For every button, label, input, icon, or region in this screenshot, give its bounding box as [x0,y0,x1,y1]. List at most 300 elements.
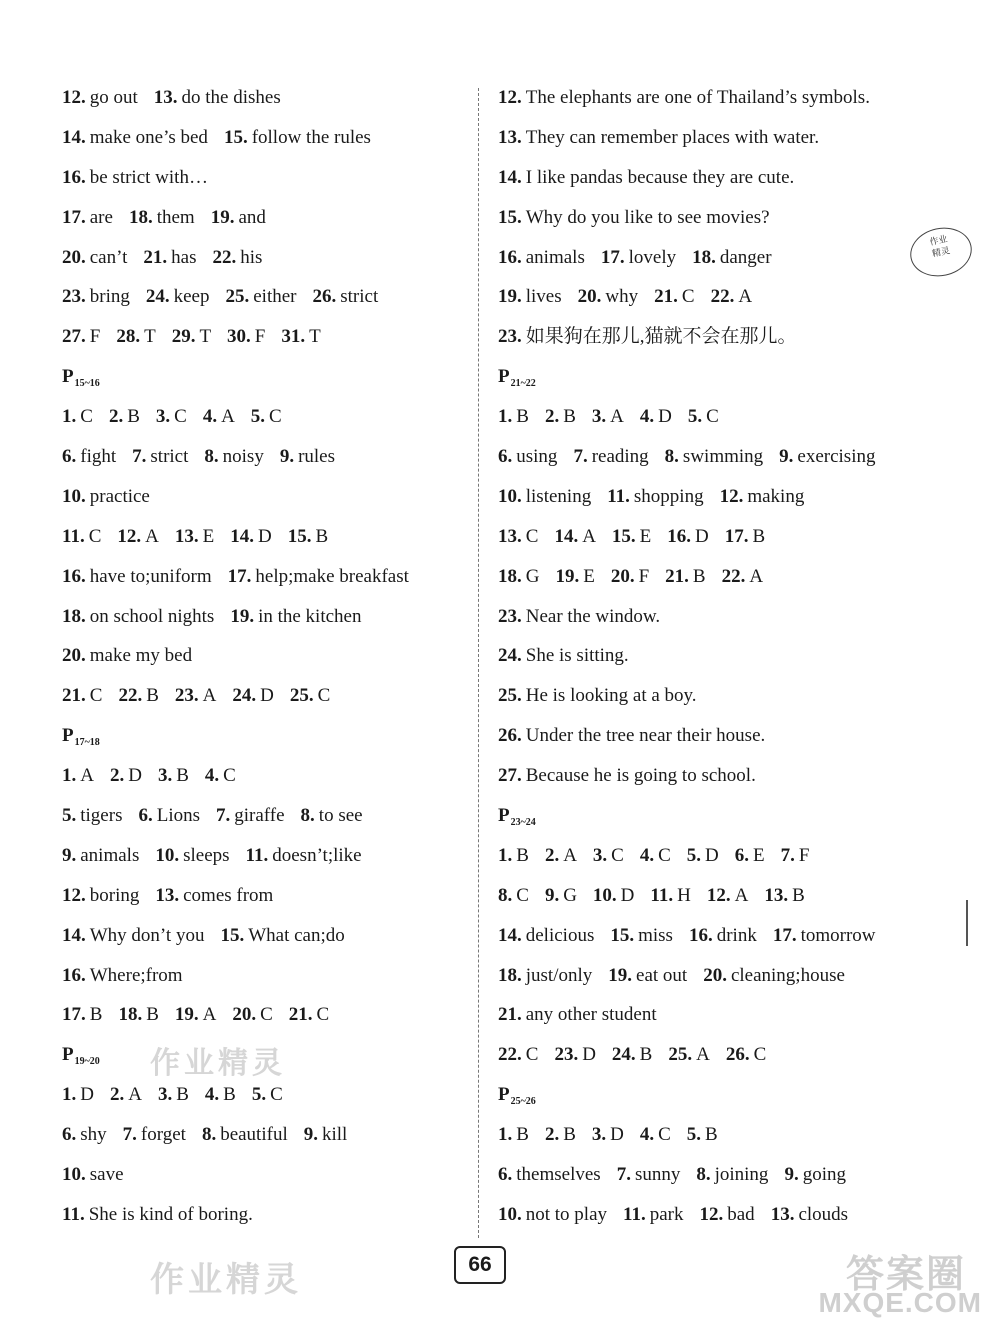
answer-item [227,317,265,357]
answer-text: B [127,406,140,428]
answer-text: them [156,206,195,228]
answer-text: C [270,1084,283,1106]
answer-item [146,277,210,317]
question-number: 29. [171,326,196,348]
answer-text: tomorrow [800,924,876,946]
answer-text: D [610,1124,624,1146]
page-range-label: P [498,805,510,827]
answer-item [62,636,192,676]
question-number: 14. [498,924,522,946]
answer-item [62,756,94,796]
answer-row [62,277,462,317]
question-number: 13. [764,884,789,906]
answer-item [654,277,694,317]
question-number: 24. [611,1044,636,1066]
answer-text: help;make breakfast [255,565,409,587]
answer-text: make my bed [89,645,193,667]
answer-text: F [89,326,101,348]
question-number: 24. [232,685,257,707]
question-number: 22. [710,286,735,308]
answer-text: F [798,844,810,866]
answer-item [175,995,216,1035]
page-range-subscript: 21~22 [510,378,536,390]
answer-text: forget [140,1124,186,1146]
answer-item [735,836,765,876]
page-range-heading [498,796,918,836]
question-number: 22. [498,1044,522,1066]
question-number: 9. [62,844,77,866]
answer-text: She is kind of boring. [88,1203,253,1225]
answer-text: I like pandas because they are cute. [525,166,795,188]
answer-item [62,995,102,1035]
answer-row [498,118,918,158]
question-number: 19. [498,286,522,308]
answer-text: A [749,565,764,587]
question-number: 9. [779,446,794,468]
answer-item [62,597,214,637]
answer-text: C [658,844,671,866]
question-number: 7. [122,1124,137,1146]
site-logo-url: MXQE.COM [818,1287,982,1318]
answer-text: B [223,1084,236,1106]
answer-row [62,796,462,836]
answer-item [62,277,130,317]
question-number: 7. [780,844,795,866]
answer-text: do the dishes [181,87,281,108]
answer-text: delicious [525,924,595,946]
question-number: 5. [686,844,702,866]
question-number: 18. [692,246,716,268]
answer-row [498,277,918,317]
question-number: 16. [688,924,713,946]
answer-item [607,477,703,517]
answer-text: E [583,565,595,587]
answer-item [156,397,187,437]
answer-item [62,158,208,198]
question-number: 2. [544,406,560,428]
question-number: 9. [784,1164,799,1186]
question-number: 6. [62,446,77,468]
answer-item [498,557,539,597]
answer-text: miss [638,924,673,946]
question-number: 23. [554,1044,579,1066]
answer-text: swimming [682,446,764,468]
answer-text: D [80,1084,94,1106]
answer-text: B [516,844,529,866]
answer-text: sunny [634,1164,681,1186]
answer-item [211,198,266,238]
answer-item [612,1035,652,1075]
answer-row [62,836,462,876]
answer-item [498,437,557,477]
question-number: 11. [62,1203,85,1225]
answer-text: D [695,525,709,547]
question-number: 4. [204,765,220,787]
question-number: 10. [155,844,180,866]
answer-row [498,1155,918,1195]
question-number: 13. [174,525,199,547]
answer-text: C [316,1004,330,1026]
answer-row [62,437,462,477]
answer-item [116,317,155,357]
answer-item [593,836,624,876]
question-number: 1. [62,406,77,428]
question-number: 27. [498,765,522,787]
answer-text: C [260,1004,273,1026]
question-number: 5. [251,1084,267,1106]
question-number: 3. [157,765,173,787]
question-number: 12. [62,884,86,906]
answer-text: animals [80,844,140,866]
answer-text: go out [89,87,138,108]
answer-item [498,118,819,158]
question-number: 17. [772,924,797,946]
answer-row [498,517,918,557]
answer-item [610,916,673,956]
answer-text: B [705,1124,718,1146]
answer-row [498,916,918,956]
question-number: 7. [216,805,231,827]
question-number: 2. [109,1084,125,1106]
answer-item [123,1115,186,1155]
answer-text: can’t [89,246,128,268]
question-number: 14. [62,924,86,946]
answer-item [301,796,363,836]
answer-item [251,397,282,437]
answer-item [62,956,183,996]
answer-text: rules [298,446,336,468]
answer-item [498,198,770,238]
question-number: 13. [498,126,522,148]
answer-text: shy [80,1124,107,1146]
answer-text: C [753,1044,767,1066]
question-number: 15. [610,924,635,946]
answer-text: why [605,286,639,308]
answer-item [281,317,320,357]
answer-row [498,836,918,876]
question-number: 12. [498,87,522,108]
answer-row [62,397,462,437]
answer-text: has [171,246,197,268]
answer-item [498,716,765,756]
answer-item [573,437,648,477]
question-number: 22. [212,246,237,268]
question-number: 31. [281,326,306,348]
answer-item [204,437,263,477]
answer-item [313,277,379,317]
question-number: 30. [227,326,251,348]
answer-row [62,477,462,517]
question-number: 14. [498,166,522,188]
question-number: 22. [721,565,746,587]
question-number: 26. [312,286,337,308]
question-number: 16. [667,525,692,547]
answer-item [725,517,765,557]
answer-text: C [525,525,539,547]
answer-text: D [128,765,142,787]
answer-item [665,557,705,597]
answer-text: C [516,884,529,906]
answer-item [593,876,634,916]
answer-item [62,1155,124,1195]
question-number: 15. [611,525,636,547]
answer-item [498,916,594,956]
question-number: 10. [498,1203,522,1225]
question-number: 18. [62,605,86,627]
answer-item [290,676,330,716]
answer-text: exercising [797,446,876,468]
answer-row [62,118,462,158]
question-number: 14. [230,525,254,547]
answer-item [62,118,208,158]
question-number: 7. [573,446,588,468]
site-logo-cn: 答案圈 [845,1252,966,1296]
page-range-label: P [498,366,510,388]
question-number: 5. [62,805,77,827]
answer-text: A [738,286,753,308]
question-number: 16. [62,964,86,986]
answer-text: beautiful [220,1124,288,1146]
answer-item [592,1115,624,1155]
answer-text: T [199,326,212,348]
question-number: 12. [117,525,142,547]
answer-row [498,1115,918,1155]
answer-text: C [88,525,102,547]
answer-item [62,517,101,557]
answer-text: not to play [525,1203,608,1225]
answer-item [498,78,870,118]
answer-item [668,1035,709,1075]
question-number: 1. [498,1124,513,1146]
answer-row [498,756,918,796]
question-number: 8. [204,446,219,468]
answer-text: and [238,206,266,228]
watermark-bottom: 作业精灵 [150,1260,302,1300]
answer-column-right [498,78,918,1235]
answer-text: C [525,1044,539,1066]
answer-text: C [269,406,282,428]
question-number: 5. [250,406,266,428]
answer-item [155,876,273,916]
answer-item [280,437,335,477]
answer-item [689,916,757,956]
answer-item [498,756,756,796]
answer-text: bad [727,1203,755,1225]
question-number: 26. [725,1044,750,1066]
answer-item [498,876,529,916]
answer-text: D [582,1044,596,1066]
answer-item [498,158,794,198]
answer-text: Why do you like to see movies? [525,206,770,228]
answer-row [62,1115,462,1155]
question-number: 15. [498,206,522,228]
answer-item [143,238,196,278]
answer-text: boring [89,884,140,906]
answer-text: have to;uniform [89,565,212,587]
question-number: 4. [639,1124,655,1146]
question-number: 3. [592,844,608,866]
answer-text: F [254,326,266,348]
question-number: 9. [303,1124,318,1146]
answer-item [722,557,763,597]
answer-item [720,477,805,517]
answer-item [224,118,371,158]
answer-row [62,238,462,278]
answer-row [498,876,918,916]
answer-text: E [639,525,652,547]
answer-row [62,1195,462,1235]
question-number: 8. [664,446,679,468]
answer-item [212,238,262,278]
answer-row [62,317,462,357]
question-number: 11. [245,844,269,866]
column-divider [478,88,479,1238]
answer-item [498,317,797,357]
answer-row [498,238,918,278]
question-number: 23. [498,326,522,348]
answer-item [175,676,216,716]
site-logo [786,1243,986,1323]
answer-item [764,876,804,916]
answer-text: cleaning;house [730,964,845,986]
answer-item [687,1115,718,1155]
answer-item [692,238,771,278]
question-number: 4. [202,406,218,428]
answer-item [554,517,595,557]
answer-text: strict [340,286,379,308]
answer-text: A [563,844,577,866]
question-number: 22. [118,685,143,707]
answer-row [62,636,462,676]
answer-item [62,557,212,597]
answer-text: D [658,406,672,428]
answer-text: Because he is going to school. [525,765,756,787]
answer-item [62,477,150,517]
answer-text: C [80,406,93,428]
answer-item [232,676,273,716]
answer-item [665,437,763,477]
answer-item [220,916,344,956]
answer-item [498,1155,601,1195]
page-range-label: P [62,1044,74,1066]
question-number: 6. [62,1124,77,1146]
answer-text: C [706,406,719,428]
answer-item [617,1155,681,1195]
question-number: 28. [116,326,141,348]
question-number: 20. [577,286,602,308]
answer-row [62,597,462,637]
answer-row [62,517,462,557]
answer-item [498,238,585,278]
question-number: 19. [174,1004,199,1026]
page-number: 66 [454,1246,506,1284]
answer-text: A [145,525,159,547]
answer-row [498,397,918,437]
answer-text: G [525,565,540,587]
answer-text: C [174,406,187,428]
answer-item [650,876,690,916]
question-number: 8. [300,805,315,827]
question-number: 11. [650,884,674,906]
answer-text: B [563,406,576,428]
answer-item [175,517,214,557]
answer-text: any other student [525,1004,657,1026]
answer-item [62,317,100,357]
answer-item [667,517,708,557]
question-number: 10. [592,884,617,906]
question-number: 18. [498,565,522,587]
question-number: 5. [686,1124,702,1146]
answer-text: going [802,1164,846,1186]
answer-item [62,1115,107,1155]
answer-row [62,956,462,996]
answer-text: to see [318,805,363,827]
question-number: 11. [607,485,630,507]
question-number: 15. [220,924,245,946]
question-number: 13. [770,1203,795,1225]
answer-text: B [146,1004,159,1026]
question-number: 10. [62,485,86,507]
answer-item [611,557,649,597]
page-range-subscript: 15~16 [74,378,100,390]
answer-text: A [696,1044,710,1066]
answer-text: strict [150,446,189,468]
answer-item [132,437,188,477]
answer-text: keep [173,286,210,308]
question-number: 19. [210,206,235,228]
answer-item [498,1195,607,1235]
answer-row [498,1195,918,1235]
page-range-subscript: 19~20 [74,1056,100,1068]
answer-item [640,1115,671,1155]
answer-item [62,916,204,956]
question-number: 20. [610,565,635,587]
answer-text: animals [525,246,585,268]
answer-text: are [89,206,113,228]
answer-text: Near the window. [525,605,661,627]
question-number: 21. [288,1004,313,1026]
answer-text: be strict with… [89,166,208,188]
answer-item [554,1035,595,1075]
answer-text: lovely [628,246,677,268]
question-number: 3. [591,406,607,428]
question-number: 7. [616,1164,631,1186]
question-number: 15. [223,126,248,148]
answer-text: C [681,286,695,308]
question-number: 6. [498,1164,513,1186]
answer-text: danger [719,246,772,268]
answer-item [288,517,328,557]
answer-text: make one’s bed [89,126,208,148]
question-number: 19. [608,964,633,986]
question-number: 20. [62,246,86,268]
answer-item [623,1195,683,1235]
question-number: 8. [498,884,513,906]
answer-text: B [792,884,805,906]
answer-item [62,238,127,278]
stamp-line-1: 作业 [928,234,949,249]
question-number: 4. [639,844,655,866]
answer-text: T [309,326,321,348]
answer-row [62,557,462,597]
answer-item [771,1195,848,1235]
watermark: 作业精灵 [150,1046,286,1081]
answer-row [498,597,918,637]
question-number: 11. [62,525,85,547]
answer-text: B [639,1044,653,1066]
question-number: 20. [232,1004,257,1026]
question-number: 3. [155,406,171,428]
